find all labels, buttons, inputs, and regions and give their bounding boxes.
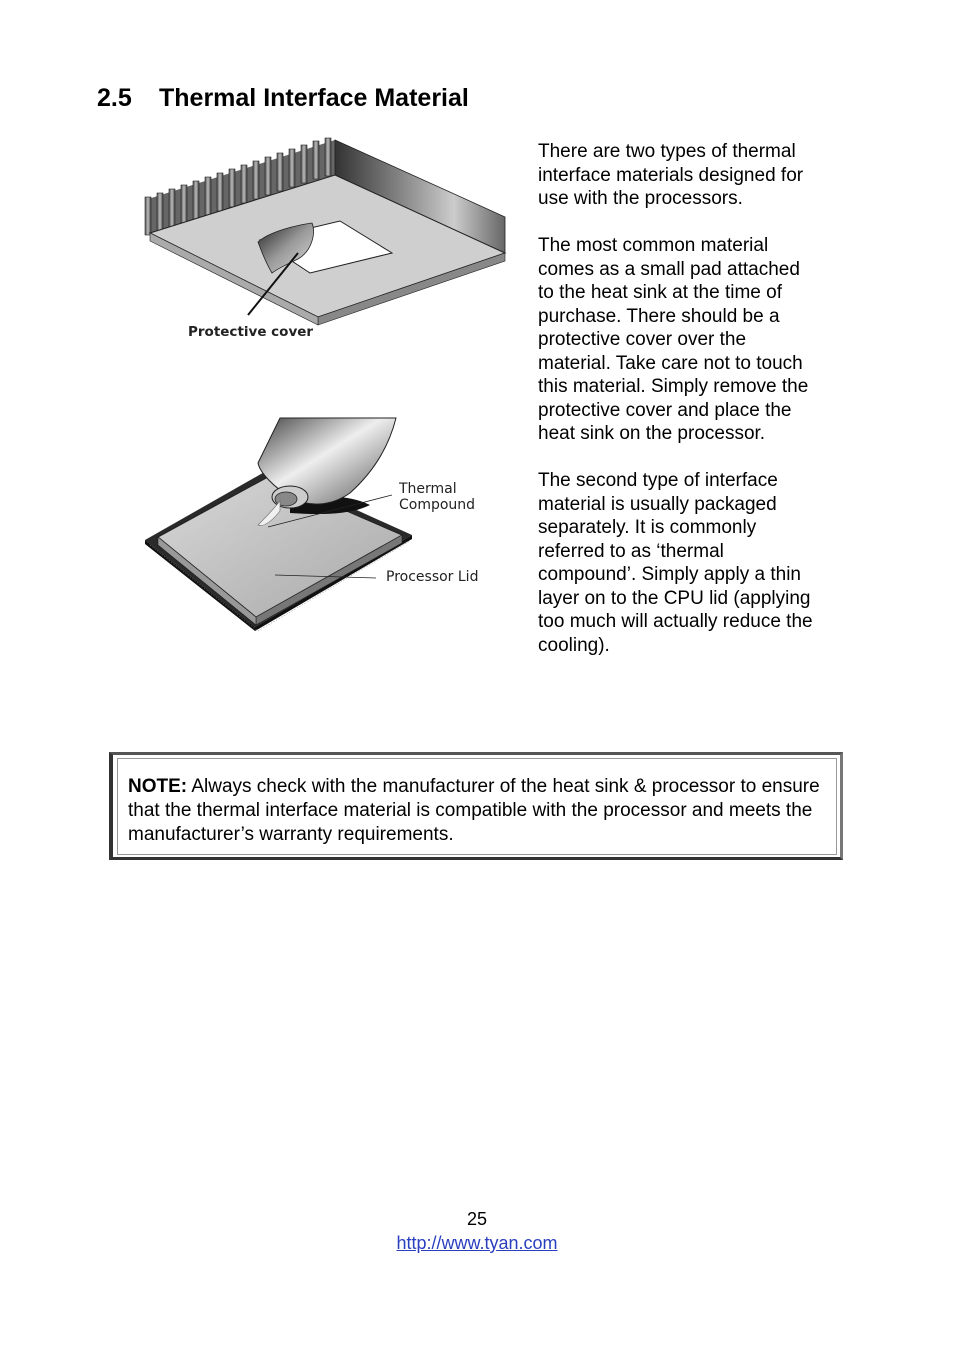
thermal-compound-illustration: [140, 415, 510, 635]
protective-cover-label: Protective cover: [188, 324, 314, 340]
paragraph-pad: The most common material comes as a small pad attached to the heat sink at the time of purchase. There should be a protective cover over the material. Take care not to touch this material. Simply remove the protective cover and place the heat sink on the processor.: [538, 235, 809, 444]
tyan-website-link[interactable]: http://www.tyan.com: [396, 1233, 558, 1253]
description-text: [538, 140, 818, 681]
thermal-compound-label-line2: Compound: [399, 497, 476, 513]
note-content: [117, 758, 837, 855]
paragraph-compound: The second type of interface material is usually packaged separately. It is commonly referred to as ‘thermal compound’. Simply apply a thin layer on to the CPU lid (applying too much will actually reduce the cooling).: [538, 470, 813, 656]
note-text: Always check with the manufacturer of the heat sink & processor to ensure that the thermal interface material is compatible with the processor and meets the manufacturer’s warranty requirements.: [128, 776, 820, 845]
note-box: [109, 752, 843, 860]
page-number: 25: [466, 1209, 488, 1229]
section-number: 2.5: [97, 84, 132, 112]
footer-url: [0, 1233, 954, 1254]
thermal-compound-label-line1: Thermal: [399, 481, 457, 497]
processor-lid-label: Processor Lid: [386, 569, 479, 585]
note-label: NOTE:: [128, 776, 188, 797]
section-title: Thermal Interface Material: [159, 84, 469, 112]
paragraph-intro: There are two types of thermal interface materials designed for use with the processors.: [538, 141, 804, 209]
heatsink-illustration: [140, 135, 510, 350]
section-heading: [97, 84, 469, 113]
